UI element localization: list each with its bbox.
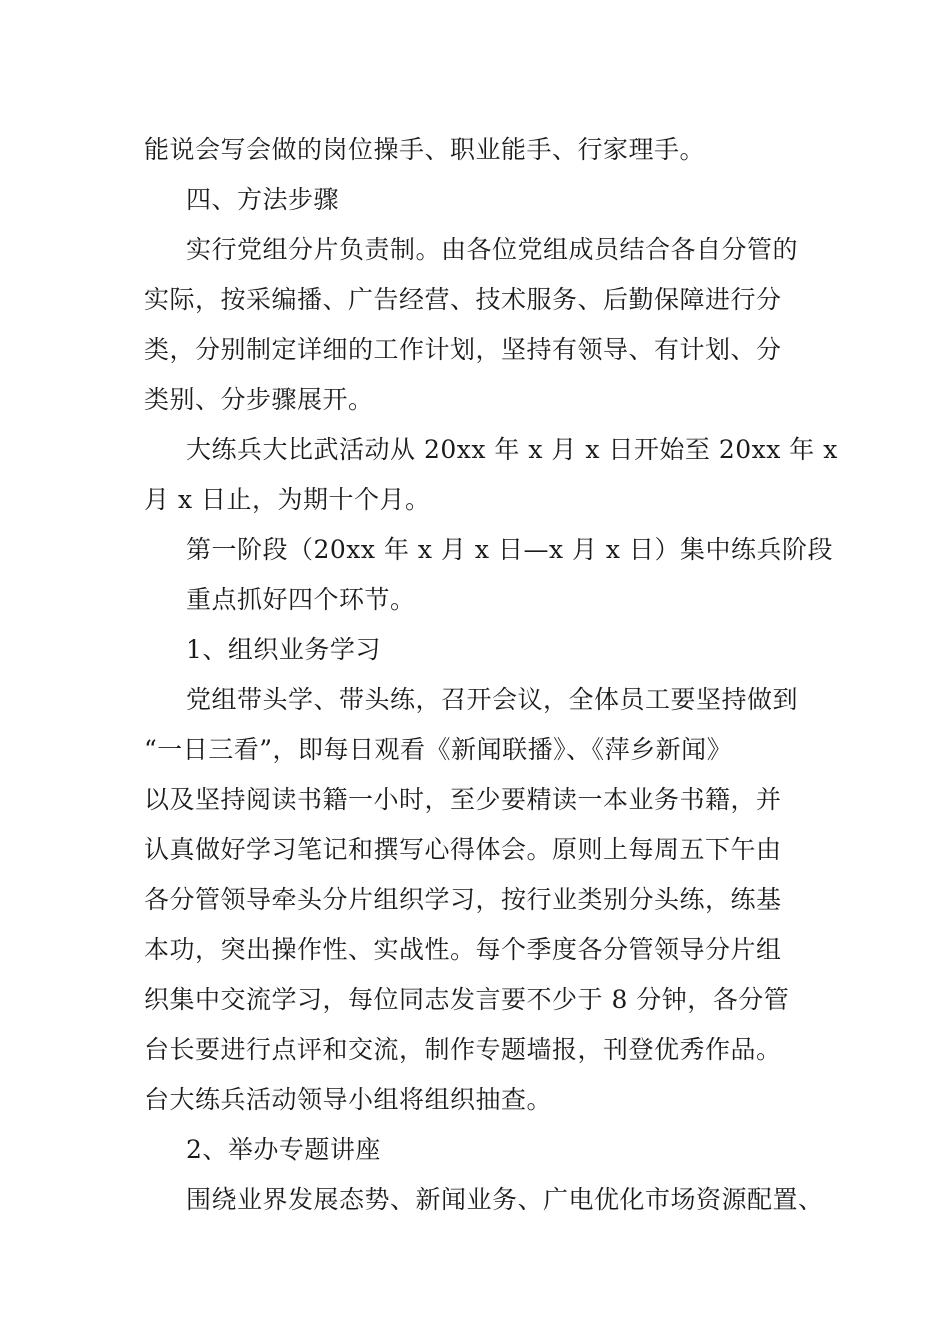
section-heading: 1、组织业务学习 <box>186 635 381 664</box>
text-line: 台大练兵活动领导小组将组织抽查。 <box>144 1085 553 1114</box>
text-line: 以及坚持阅读书籍一小时，至少要精读一本业务书籍，并 <box>144 785 782 814</box>
text-line: 各分管领导牵头分片组织学习，按行业类别分头练，练基 <box>144 885 782 914</box>
section-heading: 2、举办专题讲座 <box>186 1135 381 1164</box>
text-line: 党组带头学、带头练，召开会议，全体员工要坚持做到 <box>186 685 799 714</box>
text-line: 第一阶段（20xx 年 x 月 x 日—x 月 x 日）集中练兵阶段 <box>186 535 833 564</box>
text-line: 围绕业界发展态势、新闻业务、广电优化市场资源配置、 <box>186 1185 824 1214</box>
text-line: 实际，按采编播、广告经营、技术服务、后勤保障进行分 <box>144 285 782 314</box>
text-line: 能说会写会做的岗位操手、职业能手、行家理手。 <box>144 135 706 164</box>
text-line: “一日三看”，即每日观看《新闻联播》、《萍乡新闻》 <box>144 735 733 764</box>
text-line: 类，分别制定详细的工作计划，坚持有领导、有计划、分 <box>144 335 782 364</box>
text-line: 实行党组分片负责制。由各位党组成员结合各自分管的 <box>186 235 799 264</box>
text-line: 类别、分步骤展开。 <box>144 385 374 414</box>
text-line: 月 x 日止，为期十个月。 <box>144 485 431 514</box>
text-line: 本功，突出操作性、实战性。每个季度各分管领导分片组 <box>144 935 782 964</box>
section-heading: 四、方法步骤 <box>186 185 340 214</box>
text-line: 认真做好学习笔记和撰写心得体会。原则上每周五下午由 <box>144 835 782 864</box>
text-line: 重点抓好四个环节。 <box>186 585 416 614</box>
text-line: 大练兵大比武活动从 20xx 年 x 月 x 日开始至 20xx 年 x <box>186 435 838 464</box>
text-line: 织集中交流学习，每位同志发言要不少于 8 分钟，各分管 <box>144 985 790 1014</box>
text-line: 台长要进行点评和交流，制作专题墙报，刊登优秀作品。 <box>144 1035 782 1064</box>
